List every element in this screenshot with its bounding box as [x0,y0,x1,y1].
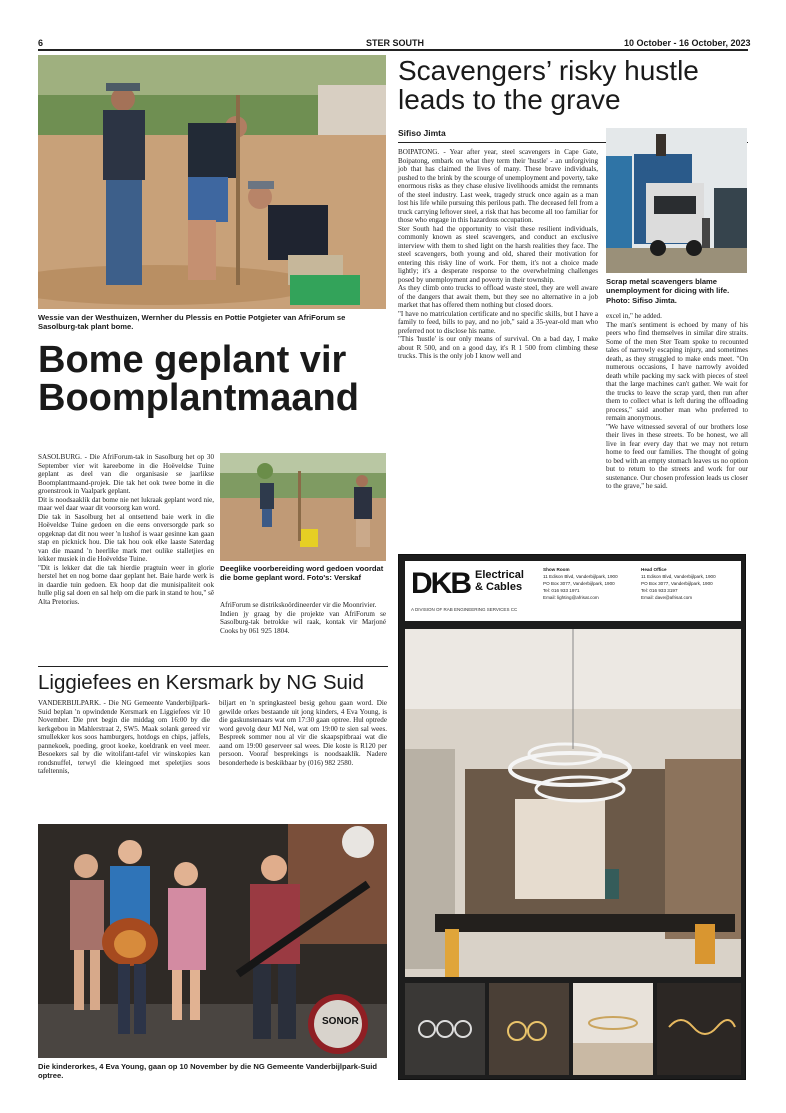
paragraph: "This 'hustle' is our only means of survival. On a bad day, I make about R 500, and on a good day, it's R 1 500 from climbing these trucks. This is the only job I know well and [398,335,598,360]
brand-name-line1: Electrical [475,569,524,581]
brand-name-line2: & Cables [475,581,523,594]
scavenger-body-col1 [398,148,598,361]
tree-planting-photo [38,55,386,309]
band-photo-caption: Die kinderorkes, 4 Eva Young, gaan op 10 November by die NG Gemeente Vanderbijlpark-Suid optree. [38,1062,378,1081]
paragraph: AfriForum se distrikskoördineerder vir die Moonrivier. [220,601,377,609]
publication-name: STER SOUTH [366,38,425,48]
scavenger-byline: Sifiso Jimta [398,128,446,138]
show-room-line: PO Box 3077, Vanderbijlpark, 1900 [543,580,615,586]
advert-logo-strip [405,561,741,621]
tree-body-col2 [220,601,386,635]
inset-caption: Deeglike voorbereiding word gedoen voordat die bome geplant word. Foto's: Verskaf [220,564,384,583]
section-divider [38,666,388,667]
lighting-thumb-4 [657,983,741,1075]
show-room-line: Tel: 016 933 1971 [543,587,580,593]
show-room-line: Email: lighting@afrisat.com [543,594,599,600]
fair-body-col2: biljart en 'n springkasteel besig gehou gaan word. Die gewilde orkes bestaande uit jong kinders, 4 Eva Young, is die gaskunstenaars wat om 17:30 gaan optree. Hul optrede word gevolg deur MJ Nel, wat om 19:00 te sien sal wees. Bespreek sommer nou al vir die skaapspitbraai wat die aand om 19:00 geserveer sal wees. Die koste is R120 per persoon. Vooraf besprekings is noodsaaklik. Nadere besonderhede is beskikbaar by (016) 982 2580. [219,699,387,767]
header-rule [38,49,748,51]
fair-body-col1: VANDERBIJLPARK. - Die NG Gemeente Vanderbijlpark-Suid beplan 'n opwindende Kersmark en Liggiefees vir 10 November. Die pret begin die middag om 16:00 by die kerkgebou in Mahlerstraat 2, SW5. Maak solank gereed vir smullekker kos soos hamburgers, hotdogs en chips, jaffels, pannekoek, poeding, groot koeke, koeldrank en veel meer. Besoekers sal by die witolifant-tafel vir winskopies kan rondsnuffel, terwyl die kleingoed met speletjies soos tafeltennis, [38,699,210,775]
truck-photo-caption: Scrap metal scavengers blame unemployment for dicing with life. Photo: Sifiso Jimta. [606,277,730,305]
head-office-line: Email: dave@afrisat.com [641,594,693,600]
head-office-info [641,567,737,601]
lighting-thumb-1 [405,983,485,1075]
scavenger-truck-photo [606,128,747,273]
head-office-title: Head Office [641,567,667,572]
scavenger-headline: Scavengers’ risky hustle leads to the grave [398,55,699,116]
tree-photo-caption: Wessie van der Westhuizen, Wernher du Plessis en Pottie Potgieter van AfriForum se Sasolburg-tak plant bome. [38,313,346,332]
paragraph: Die tak in Sasolburg het al ontsettend baie werk in die Hoëveldse Tuine gedoen en die eens onversorgde park so opgeknap dat dit nou weer 'n lushof is waar gesinne kan gaan stap en picknick hou. Die tak hou ook elke laaste Saterdag van die maand 'n heerlike mark met oulike stalletjies en lekker musiek in die Hoëveldse Tuine. [38,512,214,563]
head-office-line: 11 Edison Blvd, Vanderbijlpark, 1900 [641,573,716,579]
brand-tagline: A DIVISION OF RAB ENGINEERING SERVICES CC [411,607,518,612]
dkb-logo-letters: DKB [411,567,470,600]
paragraph: Dit is noodsaaklik dat bome nie net lukraak geplant word nie, maar wel daar waar dit voorsorg kan word. [38,495,214,512]
paragraph: Indien jy graag by die projekte van AfriForum se Sasolburg-tak betrokke wil raak, kontak vir Marjoné Cooks by 061 925 1804. [220,609,386,635]
page-number: 6 [38,38,44,48]
paragraph: BOIPATONG. - Year after year, steel scavengers in Cape Gate, Boipatong, embark on what they term their 'hustle' - an unforgiving job that has claimed the lives of many. These brave individuals, pushed to the brink by the scourge of unemployment and poverty, take enormous risks as they chase elusive livelihoods amidst the remnants of the steel industry. Last week, tragedy struck once again as a man lost his life while pursuing this perilous path. The deceased fell from a truck carrying leftover steel, a risk that has become all too familiar for those who engage in this hazardous occupation. [398,148,598,224]
show-room-line: 11 Edison Blvd, Vanderbijlpark, 1900 [543,573,618,579]
tree-body-col1 [38,453,214,606]
paragraph: Ster South had the opportunity to visit these resilient individuals, commonly known as steel scavengers, and conduct an exclusive interview with them to shed light on the harsh realities they face. The steel scavengers, both young and old, shared their motivation for entering this risky line of work. For them, it's not a choice made lightly; it's a desperate response to the overwhelming challenges posed by unemployment and poverty in their township. [398,224,598,284]
paragraph: excel in," he added. [606,312,662,320]
lighting-thumb-2 [489,983,569,1075]
scavenger-body-col2 [606,312,748,491]
paragraph: As they climb onto trucks to offload waste steel, they are well aware of the dangers that await them, but they see no alternative in a job market that has offered them nothing but closed doors. [398,284,598,309]
show-room-info [543,567,639,601]
issue-date: 10 October - 16 October, 2023 [624,38,751,48]
preparation-photo [220,453,386,561]
drum-brand-text: SONOR [322,1016,359,1027]
paragraph: The man's sentiment is echoed by many of his peers who find themselves in similar dire straits. Some of the men Ster Team spoke to recounted tales of narrowly escaping injury, and sometimes death, as they struggled to make ends meet. "On numerous occasions, I have narrowly avoided death while packing my sack with pieces of steel that the large machines can't gather. We wait for the trucks to leave the scrap yard, then run after them to collect what is left during the offloading process," said another man who preferred to remain anonymous. [606,320,748,422]
paragraph: "I have no matriculation certificate and no specific skills, but I have a family to feed, bills to pay, and no job," said a 35-year-old man who preferred not to disclose his name. [398,309,598,335]
fair-headline: Liggiefees en Kersmark by NG Suid [38,671,364,694]
head-office-line: Tel: 016 933 3197 [641,587,678,593]
lighting-thumb-3 [573,983,653,1075]
paragraph: "We have witnessed several of our brothers lose their lives in these streets. To be honest, we all live in fear every day that we may not return home to feed our families. The thought of going to bed with an empty stomach leaves us no option but to return to the streets and work for our sustenance. Our chosen profession leads us closer to the grave," he said. [606,422,748,490]
dkb-advert [398,554,746,1080]
band-photo [38,824,387,1058]
head-office-line: PO Box 3077, Vanderbijlpark, 1900 [641,580,713,586]
paragraph: "Dit is lekker dat die tak hierdie pragtuin weer in glorie herstel het en nog bome daar geplant het. Baie harde werk is in daardie tuin gedoen. Ek hoop dat die munisipaliteit ook hulle plig sal doen en sal help om die park in stand te hou," sê Alta Pretorius. [38,563,214,606]
chandelier-interior-image [405,629,741,977]
paragraph: SASOLBURG. - Die AfriForum-tak in Sasolburg het op 30 September vier wit kareebome in die Hoëveldse Tuine geplant as deel van die organisasie se jaarlikse Boomplantmaand-projek. Die tak het ook twee bome in die groenstrook in Vaalpark geplant. [38,453,214,495]
show-room-title: Show Room [543,567,570,572]
tree-headline: Bome geplant vir Boomplantmaand [38,339,359,419]
